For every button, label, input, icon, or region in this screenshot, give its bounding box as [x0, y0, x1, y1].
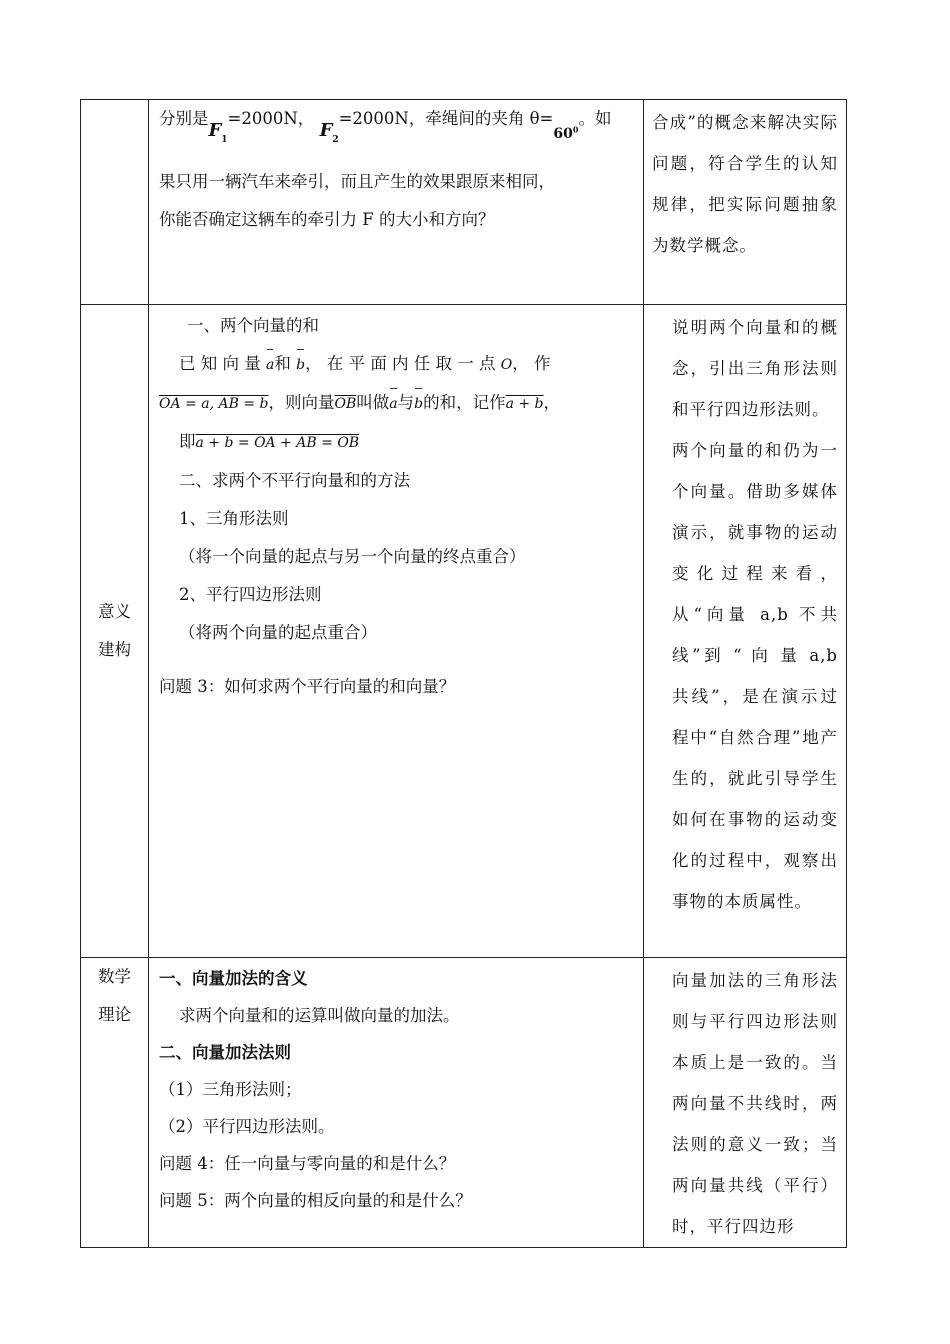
content-cell [149, 305, 644, 958]
table-row [81, 958, 847, 1248]
row-label-cell [81, 958, 149, 1248]
question-3: 问题 3：如何求两个平行向量的和向量？ [159, 677, 456, 696]
design-note: 向量加法的三角形法则与平行四边形法则本质上是一致的。当两向量不共线时，两法则的意义一致；当两向量共线（平行）时，平行四边形 [672, 971, 838, 1236]
design-note: 说明两个向量和的概念，引出三角形法则和平行四边形法则。 [672, 318, 838, 419]
method-description: （将两个向量的起点重合） [179, 623, 377, 642]
definition-line-2: OA = a, AB = b，则向量$\overline{OB}$叫做a与b的和，记作a + b， [159, 384, 635, 423]
section-heading: 二、向量加法法则 [159, 1043, 291, 1062]
lesson-plan-table [80, 99, 847, 1248]
note-cell [644, 100, 847, 305]
content-cell [149, 100, 644, 305]
note-cell [644, 958, 847, 1248]
method-description: （将一个向量的起点与另一个向量的终点重合） [179, 547, 526, 566]
section-heading: 一、两个向量的和 [187, 316, 319, 335]
definition-text: 求两个向量和的运算叫做向量的加法。 [179, 1006, 460, 1025]
section-heading: 二、求两个不平行向量和的方法 [179, 471, 410, 490]
definition-line-3: 即a + b = OA + AB = OB [179, 432, 360, 451]
force-f2-symbol: $F_2$ [319, 120, 339, 145]
force-f1-symbol: $F_1$ [208, 120, 228, 145]
method-item: 2、平行四边形法则 [179, 585, 322, 604]
definition-line-1: 已 知 向 量 a和 b， 在 平 面 内 任 取 一 点 O， 作 [159, 345, 635, 384]
row-label: 意义 建构 [98, 602, 131, 659]
angle-value: 600 [553, 124, 579, 142]
rule-item: （2）平行四边形法则。 [159, 1117, 335, 1136]
content-cell [149, 958, 644, 1248]
question-5: 问题 5：两个向量的相反向量的和是什么？ [159, 1191, 472, 1210]
design-note: 两个向量的和仍为一个向量。借助多媒体演示，就事物的运动变化过程来看，从“向量 a,b 不共线”到 “ 向 量 a,b 共线”，是在演示过程中“自然合理”地产生的，就此引导学生如何在事物的运动变化的过程中，观察出事物的本质属性。 [672, 441, 838, 911]
note-cell [644, 305, 847, 958]
question-4: 问题 4：任一向量与零向量的和是什么？ [159, 1154, 456, 1173]
table-row [81, 100, 847, 305]
problem-line-3: 你能否确定这辆车的牵引力 F 的大小和方向？ [159, 210, 495, 229]
design-note: 合成”的概念来解决实际问题，符合学生的认知规律，把实际问题抽象为数学概念。 [652, 113, 838, 255]
section-heading: 一、向量加法的含义 [159, 969, 308, 988]
table-row [81, 305, 847, 958]
problem-line-1: 分别是$F_1=2000N$， $F_2=2000N$，牵绳间的夹角 $\theta=_{60^0}$。如 [159, 109, 612, 145]
row-label-cell [81, 100, 149, 305]
rule-item: （1）三角形法则； [159, 1080, 302, 1099]
problem-line-2: 果只用一辆汽车来牵引，而且产生的效果跟原来相同， [159, 172, 555, 191]
row-label: 数学 理论 [98, 967, 131, 1024]
row-label-cell [81, 305, 149, 958]
method-item: 1、三角形法则 [179, 509, 289, 528]
